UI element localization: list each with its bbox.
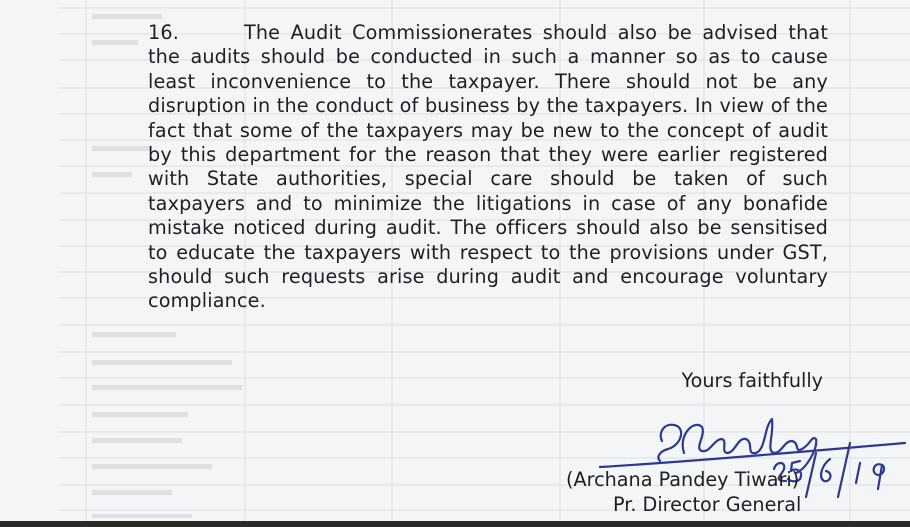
paragraph-16 bbox=[148, 21, 828, 314]
signatory-title: Pr. Director General bbox=[613, 493, 802, 516]
scan-bottom-edge bbox=[0, 521, 910, 527]
paragraph-body: The Audit Commissionerates should also be advised that the audits should be conducted in such a manner so as to cause least inconvenience to the taxpayer. There should not be any disruption in the conduct of business by the taxpayers. In view of the fact that some of the taxpayers may be new to the concept of audit by this department for the reason that they were earlier registered with State authorities, special care should be taken of such taxpayers and to minimize the litigations in case of any bonafide mistake noticed during audit. The officers should also be sensitised to educate the taxpayers with respect to the provisions under GST, should such requests arise during audit and encourage voluntary compliance. bbox=[148, 21, 828, 313]
closing-salutation: Yours faithfully bbox=[681, 369, 823, 392]
signature-block bbox=[560, 405, 910, 527]
signatory-name: (Archana Pandey Tiwari) bbox=[566, 468, 800, 491]
paragraph-number: 16. bbox=[148, 21, 179, 44]
